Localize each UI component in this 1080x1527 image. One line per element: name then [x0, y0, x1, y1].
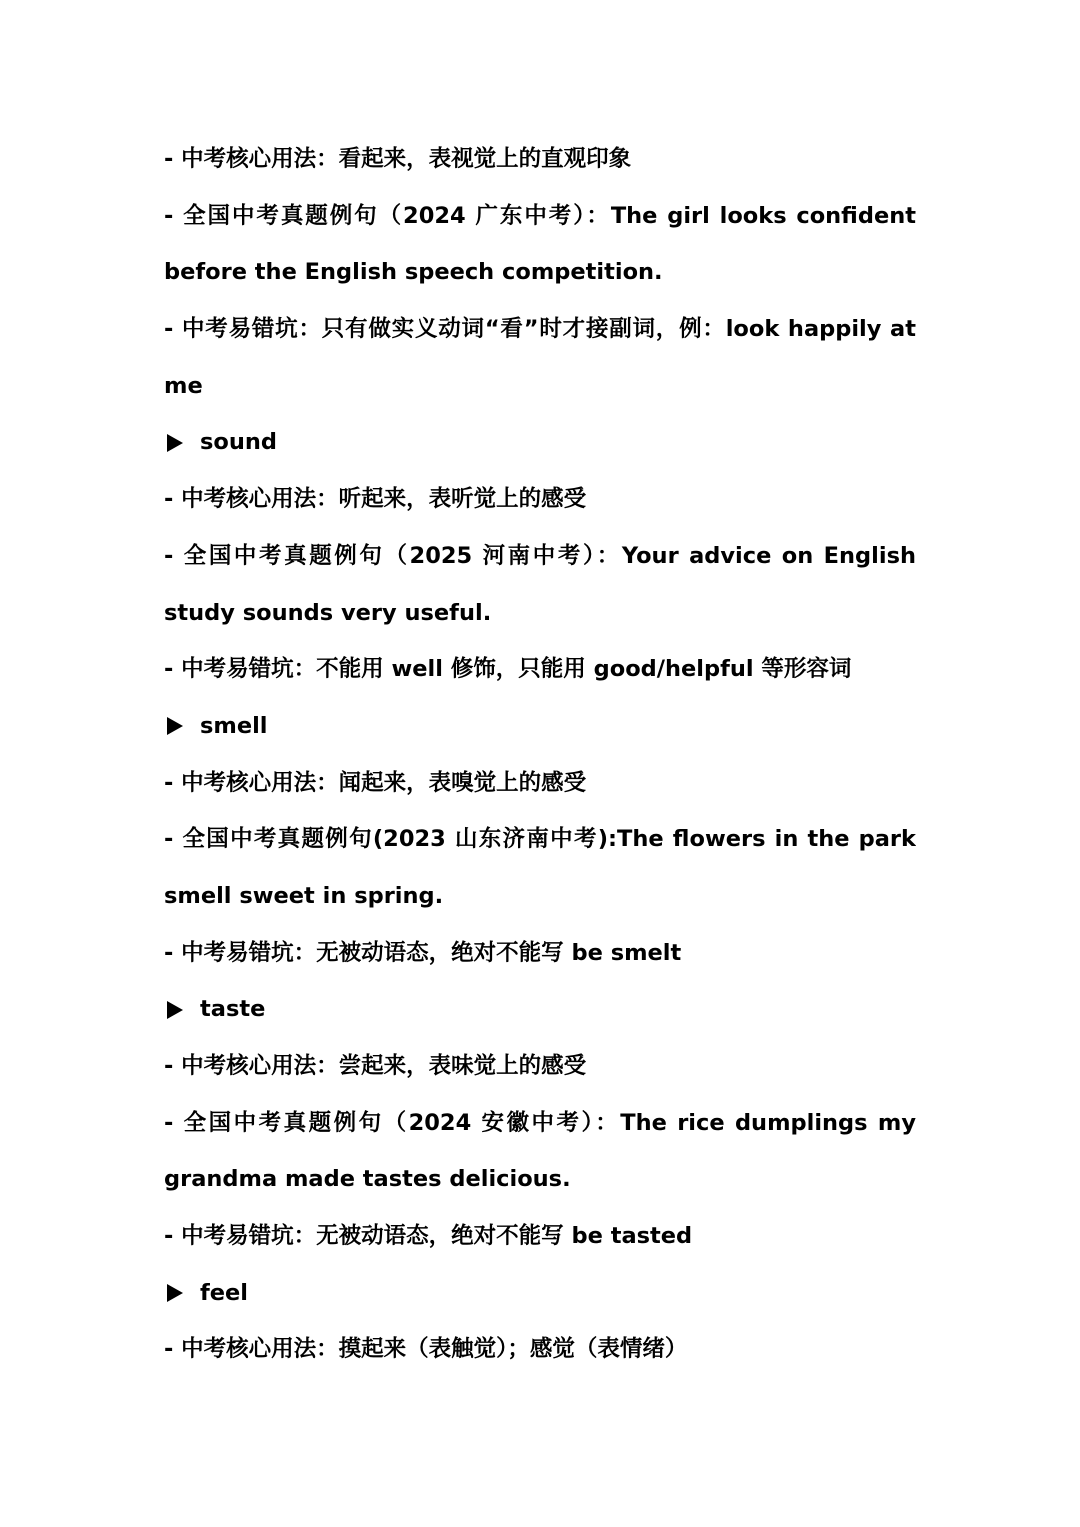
section-heading-label: smell — [200, 712, 268, 739]
example-line: - 全国中考真题例句（2025 河南中考）：Your advice on English — [164, 542, 916, 569]
pitfall-line: - 中考易错坑：无被动语态，绝对不能写 be smelt — [164, 939, 682, 966]
example-line-continuation: smell sweet in spring. — [164, 882, 444, 909]
section-heading-label: feel — [200, 1279, 249, 1306]
section-heading-sound — [164, 414, 916, 471]
example-line-continuation: before the English speech competition. — [164, 259, 663, 286]
document-page — [164, 131, 916, 1378]
section-heading-smell — [164, 698, 916, 755]
example-line: - 全国中考真题例句(2023 山东济南中考):The flowers in the park — [164, 826, 916, 853]
usage-line: - 中考核心用法：听起来，表听觉上的感受 — [164, 486, 587, 513]
pitfall-line-continuation: me — [164, 372, 203, 399]
section-heading-taste — [164, 981, 916, 1038]
pitfall-line: - 中考易错坑：无被动语态，绝对不能写 be tasted — [164, 1223, 693, 1250]
section-heading-feel — [164, 1265, 916, 1322]
example-line: - 全国中考真题例句（2024 安徽中考）：The rice dumplings my — [164, 1109, 916, 1136]
pitfall-line: - 中考易错坑：不能用 well 修饰，只能用 good/helpful 等形容词 — [164, 656, 852, 683]
usage-line: - 中考核心用法：尝起来，表味觉上的感受 — [164, 1053, 587, 1079]
section-heading-label: sound — [200, 429, 277, 456]
example-line-continuation: study sounds very useful. — [164, 599, 492, 626]
section-heading-label: taste — [200, 996, 266, 1023]
play-triangle-icon — [167, 717, 183, 735]
play-triangle-icon — [167, 1284, 183, 1302]
example-line: - 全国中考真题例句（2024 广东中考）：The girl looks confident — [164, 202, 916, 229]
usage-line: - 中考核心用法：摸起来（表触觉）；感觉（表情绪） — [164, 1336, 688, 1363]
pitfall-line: - 中考易错坑：只有做实义动词“看”时才接副词，例：look happily at — [164, 316, 916, 343]
usage-line: - 中考核心用法：看起来，表视觉上的直观印象 — [164, 146, 632, 172]
usage-line: - 中考核心用法：闻起来，表嗅觉上的感受 — [164, 769, 587, 796]
play-triangle-icon — [167, 1001, 183, 1019]
play-triangle-icon — [167, 434, 183, 452]
example-line-continuation: grandma made tastes delicious. — [164, 1166, 571, 1193]
